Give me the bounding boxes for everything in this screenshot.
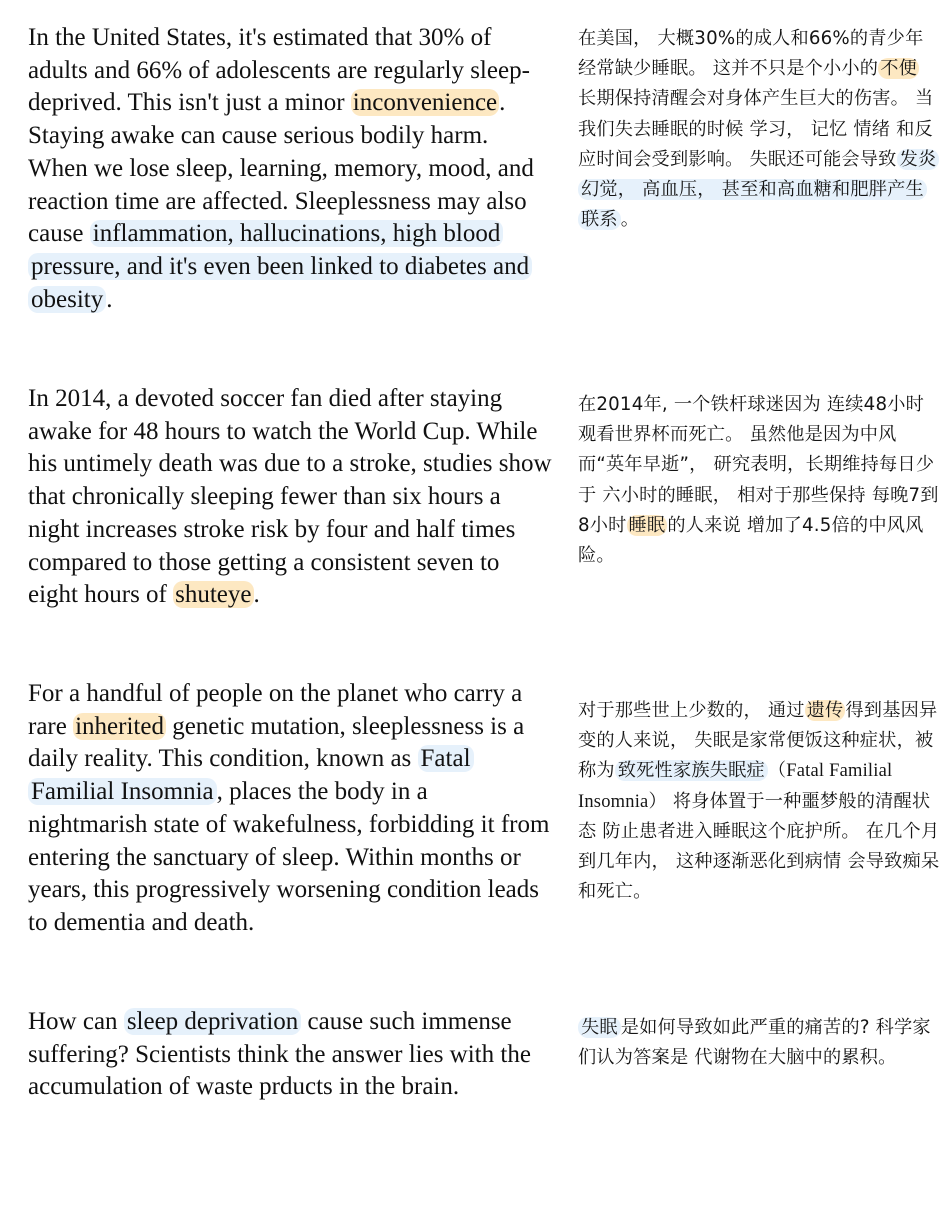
highlight-phrase-health-effects[interactable]: inflammation, hallucinations, high blood pressure, and it's even been linked to diabetes and obesity <box>28 220 532 312</box>
text-segment: 在美国， 大概30%的成人和66%的青少年 经常缺少睡眠。 这并不只是个小小的 <box>578 28 924 80</box>
highlight-term-inherited-zh[interactable]: 遗传 <box>806 700 844 721</box>
text-segment: 长期保持清醒会对身体产生巨大的伤害。 当我们失去睡眠的时候 学习， 记忆 情绪 和反应时间会受到影响。 失眠还可能会导致 <box>578 88 934 170</box>
english-paragraph-2 <box>28 383 553 612</box>
text-segment: In the United States, it's estimated that 30% of adults and 66% of adolescents are regularly sleep-deprived. This isn't just a minor <box>28 24 530 117</box>
highlight-term-shuteye-zh[interactable]: 睡眠 <box>628 514 666 536</box>
text-segment: ） 将身体置于一种噩梦般的清醒状态 防止患者进入睡眠这个庇护所。 在几个月到几年内， 这种逐渐恶化到病情 会导致痴呆和死亡。 <box>578 790 940 903</box>
text-segment: 。 <box>620 209 640 231</box>
english-paragraph-1 <box>28 22 553 316</box>
highlight-term-inconvenience[interactable]: inconvenience <box>352 89 498 117</box>
text-segment: . <box>106 285 113 313</box>
text-segment: . <box>253 581 260 609</box>
text-segment: . Staying awake can cause serious bodily harm. When we lose sleep, learning, memory, mood, and reaction time are affected. Sleeplessness may also cause <box>28 89 534 248</box>
chinese-paragraph-4 <box>578 1013 940 1073</box>
english-paragraph-4 <box>28 1006 553 1104</box>
highlight-phrase-sleep-deprivation[interactable]: sleep deprivation <box>124 1008 301 1035</box>
text-segment: , places the body in a nightmarish state of wakefulness, forbidding it from entering the sanctuary of sleep. Within months or years, this progressively worsening condition leads to dementia and death. <box>28 778 550 936</box>
latin-term: Fatal Familial Insomnia <box>578 761 893 812</box>
highlight-phrase-fatal-familial-insomnia-zh[interactable]: 致死性家族失眠症 <box>615 760 768 781</box>
english-paragraph-3 <box>28 678 553 940</box>
chinese-paragraph-1 <box>578 24 940 235</box>
text-segment: In 2014, a devoted soccer fan died after staying awake for 48 hours to watch the World Cup. While his untimely death was due to a stroke, studies show that chronically sleeping fewer than six hours a night increases stroke risk by four and half times compared to those getting a consistent seven to eight hours of <box>28 385 552 609</box>
chinese-paragraph-3 <box>578 696 940 907</box>
highlight-phrase-health-effects-zh[interactable]: 发炎幻觉， 高血压， 甚至和高血糖和肥胖产生联系 <box>578 149 939 230</box>
text-segment: genetic mutation, sleeplessness is a daily reality. This condition, known as <box>28 712 525 773</box>
text-segment: 得到基因异变的人来说， 失眠是家常便饭这种症状，被称为 <box>578 700 938 782</box>
highlight-term-inherited[interactable]: inherited <box>75 712 164 740</box>
text-segment: 对于那些世上少数的， 通过 <box>578 700 805 721</box>
highlight-phrase-fatal-familial-insomnia[interactable]: Fatal Familial Insomnia <box>28 745 474 805</box>
text-segment: cause such immense suffering? Scientists think the answer lies with the accumulation of waste prducts in the brain. <box>28 1008 531 1101</box>
text-segment: 在2014年, 一个铁杆球迷因为 连续48小时观看世界杯而死亡。 虽然他是因为中风而“英年早逝”， 研究表明，长期维持每日少于 六小时的睡眠， 相对于那些保持 每晚7到8小时 <box>578 394 939 536</box>
text-segment: For a handful of people on the planet who carry a rare <box>28 680 523 740</box>
text-segment: （ <box>767 760 787 782</box>
chinese-paragraph-2 <box>578 390 940 571</box>
highlight-phrase-sleep-deprivation-zh[interactable]: 失眠 <box>578 1017 621 1038</box>
text-segment: 的人来说 增加了4.5倍的中风风险。 <box>578 514 924 567</box>
highlight-term-inconvenience-zh[interactable]: 不便 <box>880 58 917 80</box>
text-segment: 是如何导致如此严重的痛苦的? 科学家们认为答案是 代谢物在大脑中的累积。 <box>578 1017 931 1069</box>
text-segment: How can <box>28 1008 124 1035</box>
highlight-term-shuteye[interactable]: shuteye <box>175 581 252 609</box>
